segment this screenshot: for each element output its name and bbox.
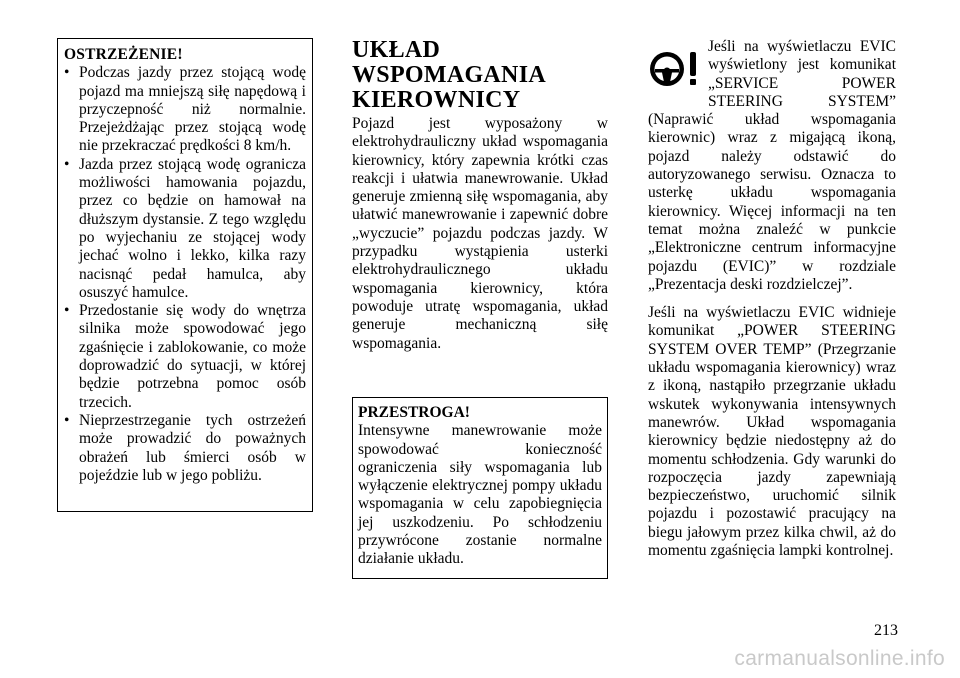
steering-system-text: STEERING SYSTEM” [708,92,896,110]
warning-item: • Podczas jazdy przez stojącą wodę pojazd ma mniejszą siłę napędową i przyczepność niż normalnie. Przejeżdżając przez stojącą wodę nie przekraczać prędkości 8 km/h. [64,64,306,155]
service-power-text: „SERVICE POWER [708,74,896,92]
warning-item: • Nieprzestrzeganie tych ostrzeżeń może prowadzić do poważnych obrażeń lub śmierci osób w pojeździe lub w jego pobliżu. [64,412,306,485]
evic-over-temp-message: Jeśli na wyświetlaczu EVIC widnieje komunikat „POWER STEERING SYSTEM OVER TEMP” (Przegrzanie układu wspomagania kierownicy) wraz z ikoną, nastąpiło przegrzanie układu wskutek wykonywania intensywnych manewrów. Układ wspomagania kierownicy będzie niedostępny aż do momentu schłodzenia. Gdy warunki do rozpoczęcia jazdy zapewniają bezpieczeństwo, uruchomić silnik pojazdu i pozostawić pracujący na biegu jałowym przez kilka chwil, aż do momentu zgaśnięcia lampki kontrolnej. [648,304,896,560]
section-title: UKŁAD WSPOMAGANIA KIEROWNICY [352,37,545,113]
caution-body: Intensywne manewrowanie może spowodować konieczność ograniczenia siły wspomagania lub wyłączenie elektrycznej pompy układu wspomagania w celu zapobiegnięcia jej uszkodzeniu. Po schłodzeniu przywrócone zostanie normalne działanie układu. [358,422,602,568]
caution-box [352,397,608,579]
power-steering-section [352,38,608,353]
warning-box [57,38,313,512]
text-line: wyświetlony jest komunikat [708,56,896,74]
evic-service-message-body: (Naprawić układ wspomagania kierownic) wraz z migającą ikoną, pojazd należy odstawić do autoryzowanego serwisu. Oznacza to usterkę układu wspomagania kierownicy. Więcej informacji na ten temat można znaleźć w punkcie „Elektroniczne centrum informacyjne pojazdu (EVIC)” w rozdziale „Prezentacja deski rozdzielczej”. [648,111,896,293]
warning-title: OSTRZEŻENIE! [64,46,183,63]
right-column [648,38,896,560]
section-body: Pojazd jest wyposażony w elektrohydrauliczny układ wspomagania kierownicy, który zapewnia krótki czas reakcji i ułatwia manewrowanie. Układ generuje zmienną siłę wspomagania, aby ułatwić manewrowanie i zapewnić dobre „wyczucie” pojazdu podczas jazdy. W przypadku wystąpienia usterki elektrohydraulicznego układu wspomagania kierownicy, która powoduje utratę wspomagania, układ generuje mechaniczną siłę wspomagania. [352,115,608,352]
page-number: 213 [874,622,898,639]
text-line [708,75,896,93]
text-line: Jeśli na wyświetlaczu EVIC [708,38,896,55]
caution-title: PRZESTROGA! [358,404,470,421]
evic-service-message-intro [648,38,896,111]
watermark: carmanualsonline.info [734,647,945,670]
warning-item: • Przedostanie się wody do wnętrza silnika może spowodować jego zgaśnięcie i zablokowanie, co może doprowadzić do sytuacji, w której będzie potrzebna pomoc osób trzecich. [64,302,306,412]
warning-list [64,64,306,485]
warning-item: • Jazda przez stojącą wodę ogranicza możliwości hamowania pojazdu, przez co będzie on hamował na dłuższym dystansie. Z tego względu po wyjechaniu ze stojącej wody jechać wolno i lekko, kilka razy nacisnąć pedał hamulca, aby osuszyć hamulce. [64,156,306,302]
